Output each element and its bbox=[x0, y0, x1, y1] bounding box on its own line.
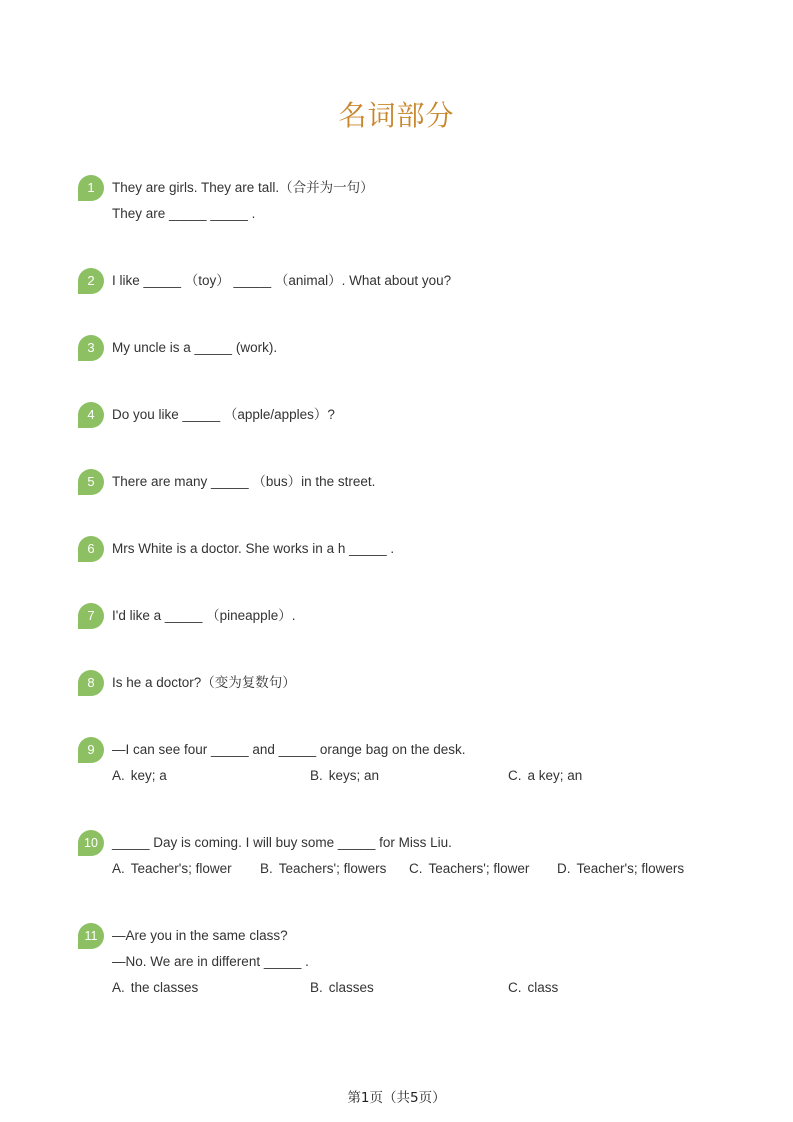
question-text: There are many _____ （bus）in the street. bbox=[112, 474, 376, 489]
option-text: classes bbox=[328, 980, 374, 995]
option-text: a key; an bbox=[527, 768, 583, 783]
option-c[interactable] bbox=[508, 980, 558, 996]
option-label: C. bbox=[508, 768, 522, 783]
question-text: I like _____ （toy） _____ （animal）. What about you? bbox=[112, 273, 452, 288]
option-text: Teachers'; flowers bbox=[278, 861, 387, 876]
option-c[interactable] bbox=[409, 861, 529, 877]
question-text: _____ Day is coming. I will buy some _____ for Miss Liu. bbox=[112, 835, 452, 850]
option-d[interactable] bbox=[557, 861, 684, 877]
option-label: A. bbox=[112, 980, 125, 995]
question-text: —I can see four _____ and _____ orange bag on the desk. bbox=[112, 742, 466, 757]
question-number-badge: 11 bbox=[78, 923, 104, 949]
option-label: B. bbox=[310, 768, 323, 783]
option-label: D. bbox=[557, 861, 571, 876]
option-text: keys; an bbox=[328, 768, 380, 783]
question-text: Do you like _____ （apple/apples）? bbox=[112, 407, 335, 422]
question-number-badge: 3 bbox=[78, 335, 104, 361]
option-label: B. bbox=[310, 980, 323, 995]
question-text: Is he a doctor?（变为复数句） bbox=[112, 675, 296, 690]
option-b[interactable] bbox=[310, 768, 379, 784]
option-text: Teacher's; flowers bbox=[576, 861, 685, 876]
question-number-badge: 9 bbox=[78, 737, 104, 763]
question-text: They are girls. They are tall.（合并为一句） bbox=[112, 180, 374, 195]
question-text: My uncle is a _____ (work). bbox=[112, 340, 278, 355]
question-text: —Are you in the same class? bbox=[112, 928, 288, 943]
option-b[interactable] bbox=[310, 980, 374, 996]
option-text: class bbox=[527, 980, 559, 995]
question-number-badge: 4 bbox=[78, 402, 104, 428]
option-text: the classes bbox=[130, 980, 199, 995]
option-a[interactable] bbox=[112, 980, 198, 996]
option-c[interactable] bbox=[508, 768, 582, 784]
page-footer: 第1页（共5页） bbox=[347, 1090, 446, 1106]
question-number-badge: 2 bbox=[78, 268, 104, 294]
question-text: They are _____ _____ . bbox=[112, 206, 256, 221]
question-number-badge: 6 bbox=[78, 536, 104, 562]
option-a[interactable] bbox=[112, 768, 167, 784]
question-number-badge: 10 bbox=[78, 830, 104, 856]
question-text: Mrs White is a doctor. She works in a h _____ . bbox=[112, 541, 395, 556]
option-text: key; a bbox=[130, 768, 167, 783]
option-b[interactable] bbox=[260, 861, 386, 877]
question-text: —No. We are in different _____ . bbox=[112, 954, 309, 969]
option-label: C. bbox=[508, 980, 522, 995]
question-number-badge: 5 bbox=[78, 469, 104, 495]
option-a[interactable] bbox=[112, 861, 232, 877]
option-label: A. bbox=[112, 768, 125, 783]
option-label: B. bbox=[260, 861, 273, 876]
question-text: I'd like a _____ （pineapple）. bbox=[112, 608, 296, 623]
page-title: 名词部分 bbox=[338, 99, 455, 132]
question-number-badge: 7 bbox=[78, 603, 104, 629]
option-label: A. bbox=[112, 861, 125, 876]
option-label: C. bbox=[409, 861, 423, 876]
question-number-badge: 1 bbox=[78, 175, 104, 201]
question-number-badge: 8 bbox=[78, 670, 104, 696]
option-text: Teachers'; flower bbox=[428, 861, 530, 876]
option-text: Teacher's; flower bbox=[130, 861, 232, 876]
